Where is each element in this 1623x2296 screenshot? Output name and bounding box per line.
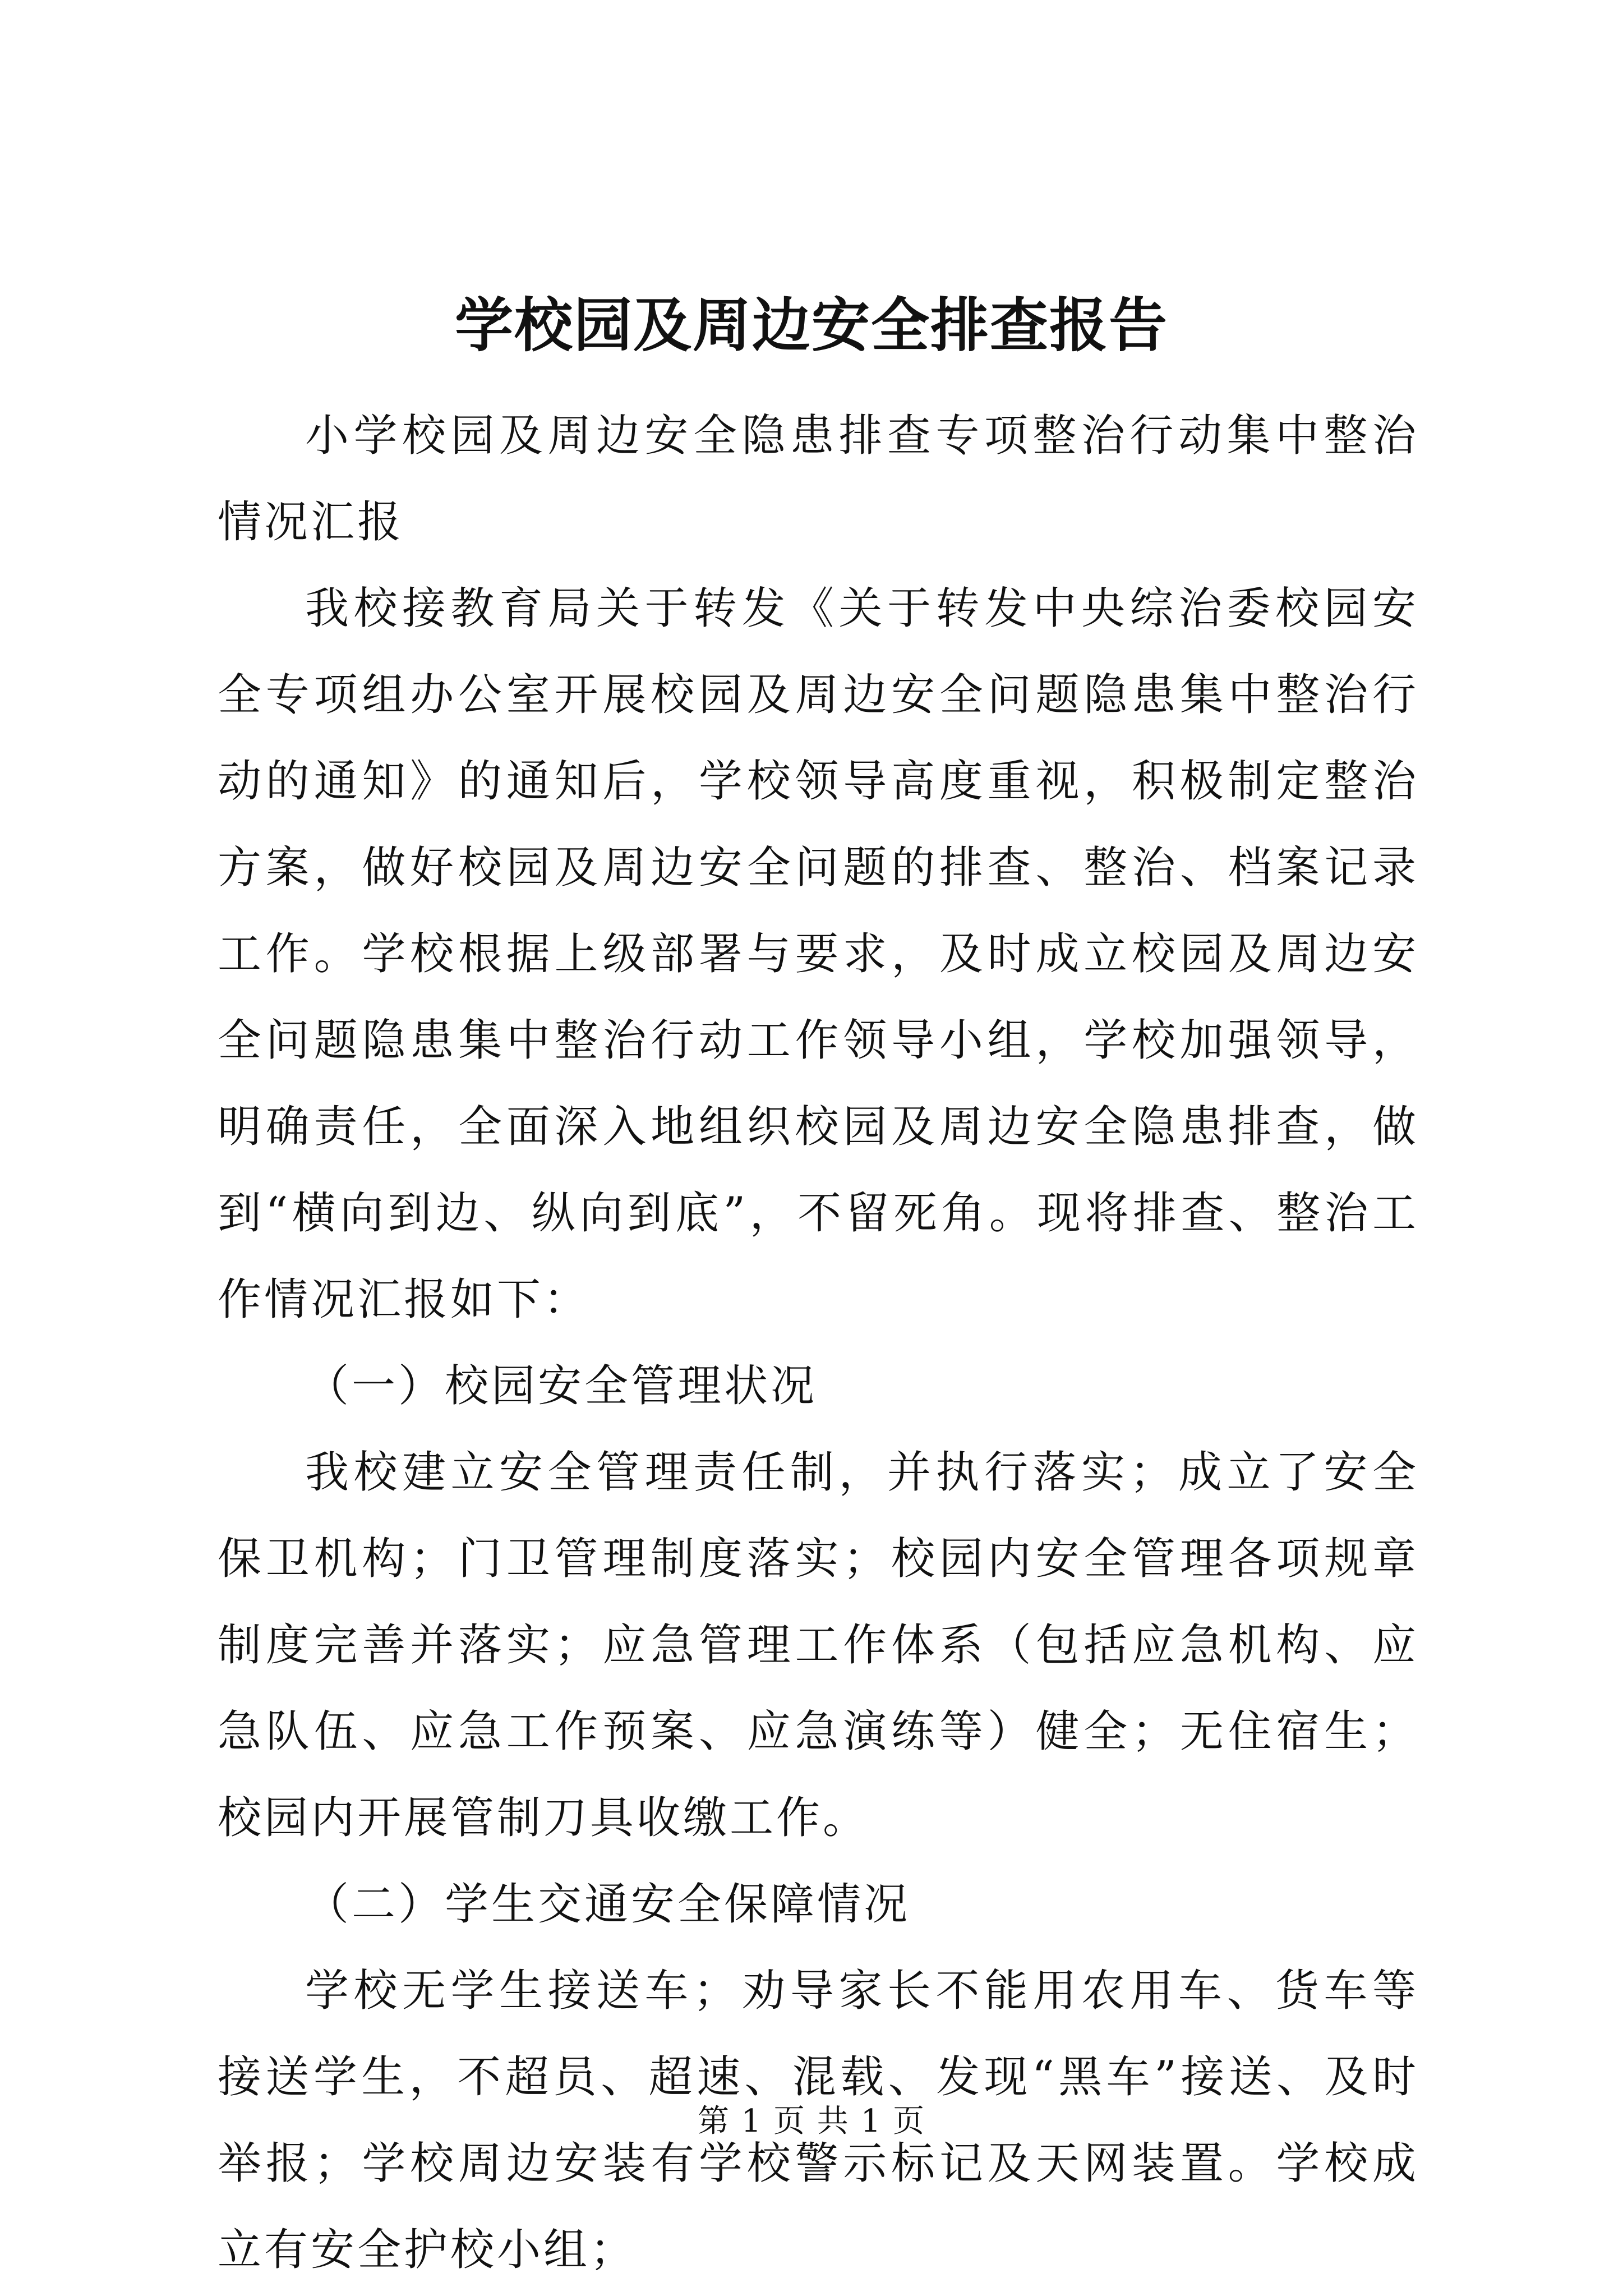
report-subtitle-paragraph: 小学校园及周边安全隐患排查专项整治行动集中整治情况汇报 (218, 411, 1419, 547)
intro-paragraph: 我校接教育局关于转发《关于转发中央综治委校园安全专项组办公室开展校园及周边安全问题隐患集中整治行动的通知》的通知后，学校领导高度重视，积极制定整治方案，做好校园及周边安全问题的排查、整治、档案记录工作。学校根据上级部署与要求，及时成立校园及周边安全问题隐患集中整治行动工作领导小组，学校加强领导，明确责任，全面深入地组织校园及周边安全隐患排查，做到“横向到边、纵向到底”，不留死角。现将排查、整治工作情况汇报如下： (218, 583, 1419, 1325)
campus-safety-paragraph: 我校建立安全管理责任制，并执行落实；成立了安全保卫机构；门卫管理制度落实；校园内安全管理各项规章制度完善并落实；应急管理工作体系（包括应急机构、应急队伍、应急工作预案、应急演练等）健全；无住宿生；校园内开展管制刀具收缴工作。 (218, 1447, 1419, 1843)
document-body (218, 393, 1419, 2293)
document-title: 学校园及周边安全排查报告 (454, 291, 1168, 360)
section-heading-campus-safety: （一）校园安全管理状况 (305, 1361, 818, 1411)
section-heading-traffic-safety: （二）学生交通安全保障情况 (305, 1879, 911, 1930)
page-footer: 第 1 页 共 1 页 (697, 2103, 926, 2139)
traffic-safety-paragraph: 学校无学生接送车；劝导家长不能用农用车、货车等接送学生，不超员、超速、混载、发现“黑车”接送、及时举报；学校周边安装有学校警示标记及天网装置。学校成立有安全护校小组； (218, 1966, 1419, 2275)
